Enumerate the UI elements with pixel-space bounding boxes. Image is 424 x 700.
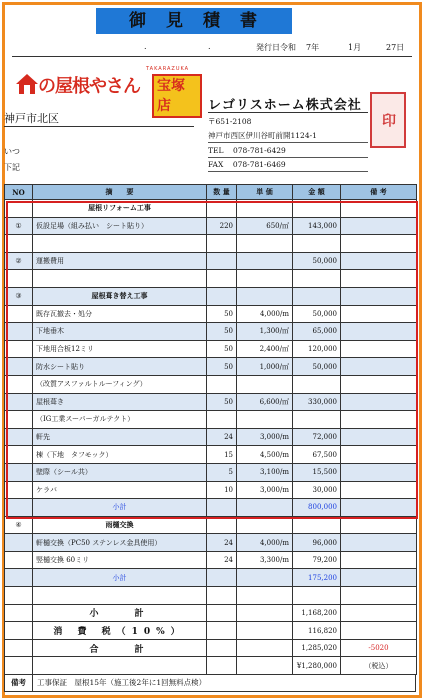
cell-note bbox=[341, 551, 417, 569]
cell-desc bbox=[33, 657, 207, 675]
cell-note bbox=[341, 217, 417, 235]
table-row bbox=[5, 252, 417, 270]
cell-note bbox=[341, 446, 417, 464]
cell-desc bbox=[33, 270, 207, 288]
cell-desc: 小 計 bbox=[33, 604, 207, 622]
company-address: 神戸市西区伊川谷町前開1124-1 bbox=[208, 131, 317, 140]
cell-qty: 10 bbox=[207, 481, 237, 499]
day: 27日 bbox=[386, 43, 405, 52]
cell-amount: 175,200 bbox=[293, 569, 341, 587]
table-row bbox=[5, 235, 417, 253]
fax-label: FAX bbox=[208, 160, 224, 169]
cell-unit: 3,300/m bbox=[237, 551, 293, 569]
cell-amount: 120,000 bbox=[293, 340, 341, 358]
cell-note bbox=[341, 235, 417, 253]
cell-unit: 650/㎡ bbox=[237, 217, 293, 235]
table-row bbox=[5, 622, 417, 640]
cell-unit: 3,000/m bbox=[237, 481, 293, 499]
cell-no bbox=[5, 551, 33, 569]
cell-qty: 24 bbox=[207, 551, 237, 569]
cell-unit bbox=[237, 375, 293, 393]
cell-qty: 50 bbox=[207, 358, 237, 376]
logo-sub: TAKARAZUKA bbox=[146, 66, 190, 72]
cell-amount: 50,000 bbox=[293, 252, 341, 270]
cell-qty: 24 bbox=[207, 428, 237, 446]
cell-qty bbox=[207, 499, 237, 517]
cell-desc: 軒先 bbox=[33, 428, 207, 446]
cell-unit bbox=[237, 287, 293, 305]
logo-brand: の屋根やさん bbox=[38, 76, 140, 97]
table-row bbox=[5, 481, 417, 499]
header-desc: 摘 要 bbox=[33, 185, 207, 200]
estimate-body bbox=[5, 200, 417, 675]
cell-qty: 5 bbox=[207, 463, 237, 481]
cell-qty bbox=[207, 235, 237, 253]
header-unit: 単 価 bbox=[237, 185, 293, 200]
cell-unit: 3,100/m bbox=[237, 463, 293, 481]
cell-no bbox=[5, 428, 33, 446]
client-underline bbox=[4, 126, 194, 127]
cell-qty bbox=[207, 200, 237, 218]
cell-note bbox=[341, 428, 417, 446]
company-fax bbox=[208, 160, 286, 169]
tel-underline bbox=[208, 157, 368, 158]
cell-no bbox=[5, 411, 33, 429]
logo-box: 宝塚店 bbox=[152, 74, 202, 118]
cell-desc: 雨樋交換 bbox=[33, 516, 207, 534]
era: 令和 bbox=[280, 43, 296, 52]
cell-note bbox=[341, 200, 417, 218]
cell-desc: （IG工業スーパーガルテクト） bbox=[33, 411, 207, 429]
table-row bbox=[5, 270, 417, 288]
house-icon bbox=[14, 72, 40, 96]
cell-amount: 330,000 bbox=[293, 393, 341, 411]
company-name: レゴリスホーム株式会社 bbox=[208, 98, 362, 113]
table-row bbox=[5, 428, 417, 446]
cell-unit bbox=[237, 235, 293, 253]
cell-qty bbox=[207, 622, 237, 640]
cell-no bbox=[5, 323, 33, 341]
cell-amount bbox=[293, 270, 341, 288]
address-underline bbox=[208, 142, 368, 143]
cell-desc bbox=[33, 587, 207, 605]
header-amount: 金 額 bbox=[293, 185, 341, 200]
cell-note bbox=[341, 375, 417, 393]
cell-no bbox=[5, 393, 33, 411]
cell-amount: 1,285,020 bbox=[293, 639, 341, 657]
cell-amount: 800,000 bbox=[293, 499, 341, 517]
tel-label: TEL bbox=[208, 146, 224, 155]
cell-no bbox=[5, 534, 33, 552]
cell-amount: 143,000 bbox=[293, 217, 341, 235]
estimate-table bbox=[4, 184, 417, 675]
table-row bbox=[5, 551, 417, 569]
table-row bbox=[5, 393, 417, 411]
cell-qty: 15 bbox=[207, 446, 237, 464]
cell-desc: 既存瓦撤去・処分 bbox=[33, 305, 207, 323]
cell-qty: 50 bbox=[207, 323, 237, 341]
cell-desc bbox=[33, 235, 207, 253]
cell-note bbox=[341, 411, 417, 429]
table-row bbox=[5, 534, 417, 552]
remarks-label: 備考 bbox=[5, 675, 33, 691]
cell-desc: 棟（下地 タフモック） bbox=[33, 446, 207, 464]
cell-unit bbox=[237, 516, 293, 534]
cell-unit: 2,400/㎡ bbox=[237, 340, 293, 358]
cell-amount bbox=[293, 587, 341, 605]
cell-desc: 壁際（シール共） bbox=[33, 463, 207, 481]
cell-unit: 3,000/m bbox=[237, 428, 293, 446]
table-row bbox=[5, 499, 417, 517]
cell-unit bbox=[237, 604, 293, 622]
cell-qty bbox=[207, 569, 237, 587]
cell-no bbox=[5, 657, 33, 675]
table-row bbox=[5, 446, 417, 464]
cell-unit bbox=[237, 622, 293, 640]
table-row bbox=[5, 587, 417, 605]
cell-no bbox=[5, 270, 33, 288]
cell-unit bbox=[237, 411, 293, 429]
table-row bbox=[5, 323, 417, 341]
cell-note bbox=[341, 270, 417, 288]
cell-amount bbox=[293, 411, 341, 429]
cell-note bbox=[341, 481, 417, 499]
cell-qty bbox=[207, 604, 237, 622]
cell-qty bbox=[207, 252, 237, 270]
cell-desc: 防水シート貼り bbox=[33, 358, 207, 376]
header-qty: 数 量 bbox=[207, 185, 237, 200]
issue-label: 発行日 bbox=[256, 43, 280, 52]
table-row bbox=[5, 604, 417, 622]
cell-note bbox=[341, 358, 417, 376]
cell-unit bbox=[237, 200, 293, 218]
cell-amount: 96,000 bbox=[293, 534, 341, 552]
cell-note bbox=[341, 534, 417, 552]
table-header-row bbox=[5, 185, 417, 200]
company-tel bbox=[208, 146, 286, 155]
cell-amount bbox=[293, 235, 341, 253]
cell-no bbox=[5, 305, 33, 323]
cell-unit: 4,000/m bbox=[237, 305, 293, 323]
cell-desc: 仮設足場（組み払い シート貼り） bbox=[33, 217, 207, 235]
cell-amount: 65,000 bbox=[293, 323, 341, 341]
cell-desc: ケラバ bbox=[33, 481, 207, 499]
cell-desc: （改質アスファルトルーフィング） bbox=[33, 375, 207, 393]
cell-no bbox=[5, 622, 33, 640]
company-postal: 〒651-2108 bbox=[208, 117, 252, 126]
tel-number: 078-781-6429 bbox=[233, 146, 286, 155]
cell-note bbox=[341, 287, 417, 305]
cell-note bbox=[341, 604, 417, 622]
cell-note: （税込） bbox=[341, 657, 417, 675]
cell-unit: 4,500/m bbox=[237, 446, 293, 464]
fax-underline bbox=[208, 171, 368, 172]
table-row bbox=[5, 217, 417, 235]
cell-qty: 50 bbox=[207, 340, 237, 358]
cell-amount: 79,200 bbox=[293, 551, 341, 569]
table-row bbox=[5, 411, 417, 429]
cell-qty bbox=[207, 270, 237, 288]
table-row bbox=[5, 657, 417, 675]
cell-no bbox=[5, 375, 33, 393]
cell-qty: 50 bbox=[207, 305, 237, 323]
cell-amount bbox=[293, 200, 341, 218]
date-dot-1: . bbox=[144, 42, 147, 51]
note-line-1: いつ bbox=[4, 147, 20, 156]
table-row bbox=[5, 569, 417, 587]
cell-qty: 50 bbox=[207, 393, 237, 411]
header-note: 備 考 bbox=[341, 185, 417, 200]
month: 1月 bbox=[348, 43, 362, 52]
cell-desc: 運搬費用 bbox=[33, 252, 207, 270]
cell-no bbox=[5, 463, 33, 481]
cell-no: ④ bbox=[5, 516, 33, 534]
document-title: 御見積書 bbox=[96, 8, 292, 34]
cell-desc: 竪樋交換 60ミリ bbox=[33, 551, 207, 569]
cell-no bbox=[5, 587, 33, 605]
cell-unit bbox=[237, 270, 293, 288]
cell-desc: 合 計 bbox=[33, 639, 207, 657]
remarks-text: 工事保証 屋根15年（施工後2年に1回無料点検） bbox=[37, 678, 207, 687]
cell-amount: 15,500 bbox=[293, 463, 341, 481]
table-row bbox=[5, 340, 417, 358]
cell-amount: 72,000 bbox=[293, 428, 341, 446]
cell-desc: 小計 bbox=[33, 569, 207, 587]
cell-no bbox=[5, 481, 33, 499]
cell-unit bbox=[237, 252, 293, 270]
cell-no: ③ bbox=[5, 287, 33, 305]
cell-no bbox=[5, 340, 33, 358]
cell-desc: 下地垂木 bbox=[33, 323, 207, 341]
cell-note bbox=[341, 622, 417, 640]
table-row bbox=[5, 463, 417, 481]
cell-unit bbox=[237, 499, 293, 517]
cell-amount: 1,168,200 bbox=[293, 604, 341, 622]
year: 7年 bbox=[306, 43, 320, 52]
cell-qty bbox=[207, 516, 237, 534]
cell-no bbox=[5, 569, 33, 587]
cell-no bbox=[5, 499, 33, 517]
cell-unit bbox=[237, 639, 293, 657]
cell-desc: 屋根葺き替え工事 bbox=[33, 287, 207, 305]
cell-desc: 小計 bbox=[33, 499, 207, 517]
cell-no bbox=[5, 200, 33, 218]
date-underline bbox=[12, 56, 412, 57]
cell-amount: 116,820 bbox=[293, 622, 341, 640]
company-underline bbox=[208, 112, 368, 113]
fax-number: 078-781-6469 bbox=[232, 160, 286, 169]
cell-no bbox=[5, 639, 33, 657]
table-row bbox=[5, 375, 417, 393]
cell-amount: 50,000 bbox=[293, 305, 341, 323]
cell-amount bbox=[293, 375, 341, 393]
client-name: 神戸市北区 bbox=[4, 112, 59, 125]
cell-note bbox=[341, 323, 417, 341]
cell-note bbox=[341, 340, 417, 358]
cell-unit: 6,600/㎡ bbox=[237, 393, 293, 411]
cell-amount: 67,500 bbox=[293, 446, 341, 464]
cell-no bbox=[5, 235, 33, 253]
cell-qty bbox=[207, 657, 237, 675]
cell-note bbox=[341, 252, 417, 270]
cell-no bbox=[5, 358, 33, 376]
note-line-2: 下記 bbox=[4, 163, 20, 172]
date-dot-2: . bbox=[208, 42, 211, 51]
table-row bbox=[5, 305, 417, 323]
cell-note bbox=[341, 393, 417, 411]
cell-amount bbox=[293, 516, 341, 534]
date-row bbox=[12, 42, 412, 56]
cell-unit bbox=[237, 587, 293, 605]
cell-qty bbox=[207, 587, 237, 605]
cell-note bbox=[341, 569, 417, 587]
cell-note bbox=[341, 305, 417, 323]
table-row bbox=[5, 358, 417, 376]
cell-desc: 軒樋交換（PC50 ステンレス金具使用） bbox=[33, 534, 207, 552]
cell-note bbox=[341, 463, 417, 481]
cell-unit: 1,000/㎡ bbox=[237, 358, 293, 376]
cell-desc: 屋根葺き bbox=[33, 393, 207, 411]
cell-qty: 24 bbox=[207, 534, 237, 552]
table-row bbox=[5, 516, 417, 534]
cell-no bbox=[5, 604, 33, 622]
company-seal: 印 bbox=[370, 92, 406, 148]
cell-qty bbox=[207, 411, 237, 429]
cell-amount bbox=[293, 287, 341, 305]
header-no: NO bbox=[5, 185, 33, 200]
cell-unit bbox=[237, 569, 293, 587]
cell-unit bbox=[237, 657, 293, 675]
cell-unit: 4,000/m bbox=[237, 534, 293, 552]
cell-qty: 220 bbox=[207, 217, 237, 235]
cell-qty bbox=[207, 287, 237, 305]
table-row bbox=[5, 639, 417, 657]
cell-note bbox=[341, 516, 417, 534]
company-logo bbox=[14, 66, 202, 114]
table-row bbox=[5, 200, 417, 218]
cell-no: ② bbox=[5, 252, 33, 270]
cell-amount: ¥1,280,000 bbox=[293, 657, 341, 675]
cell-note: -5020 bbox=[341, 639, 417, 657]
cell-qty bbox=[207, 639, 237, 657]
table-row bbox=[5, 287, 417, 305]
cell-unit: 1,300/㎡ bbox=[237, 323, 293, 341]
remarks-footer bbox=[4, 674, 416, 692]
cell-note bbox=[341, 499, 417, 517]
cell-desc: 屋根リフォーム工事 bbox=[33, 200, 207, 218]
cell-amount: 50,000 bbox=[293, 358, 341, 376]
cell-no bbox=[5, 446, 33, 464]
cell-no: ① bbox=[5, 217, 33, 235]
cell-qty bbox=[207, 375, 237, 393]
cell-desc: 下地用合板12ミリ bbox=[33, 340, 207, 358]
cell-amount: 30,000 bbox=[293, 481, 341, 499]
cell-note bbox=[341, 587, 417, 605]
cell-desc: 消 費 税（10%） bbox=[33, 622, 207, 640]
